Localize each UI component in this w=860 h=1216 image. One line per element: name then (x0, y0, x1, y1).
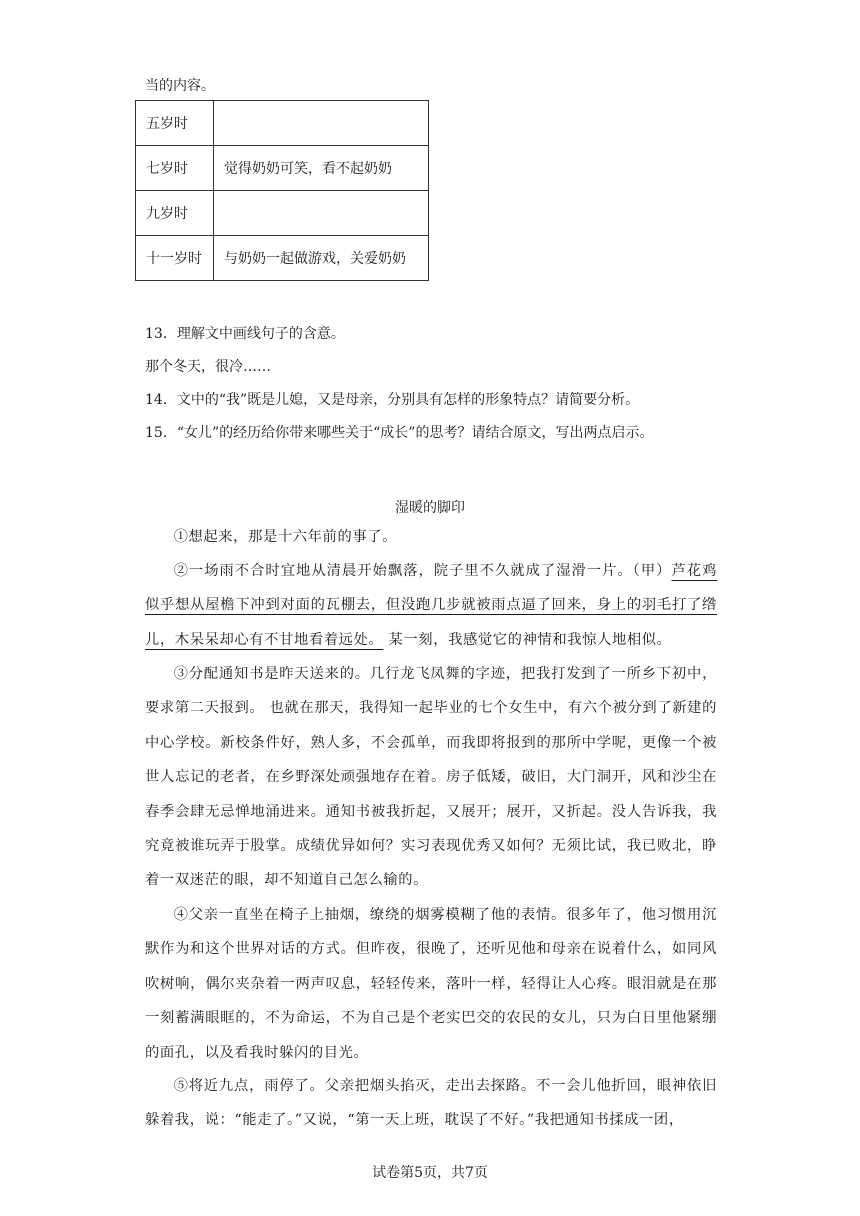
table-cell-desc (214, 101, 429, 146)
paragraph-2-tail: 某一刻，我感觉它的神情和我惊人地相似。 (383, 631, 672, 648)
table-row (136, 101, 429, 146)
intro-text: 当的内容。 (145, 78, 215, 94)
article-title: 湿暖的脚印 (395, 500, 465, 516)
table-cell-age: 七岁时 (136, 146, 214, 191)
paragraph-2 (145, 554, 717, 657)
paragraph-4: ④父亲一直坐在椅子上抽烟，缭绕的烟雾模糊了他的表情。很多年了，他习惯用沉默作为和这个世界对话的方式。但昨夜，很晚了，还听见他和母亲在说着什么，如同风吹树响，偶尔夹杂着一两声叹息，轻轻传来，落叶一样，轻得让人心疼。眼泪就是在那一刻蓄满眼眶的，不为命运，不为自己是个老实巴交的农民的女儿，只为白日里他紧绷的面孔，以及看我时躲闪的目光。 (145, 907, 717, 1061)
table-cell-age: 九岁时 (136, 191, 214, 236)
paragraph-1: ①想起来，那是十六年前的事了。 (173, 529, 398, 545)
table-cell-age: 五岁时 (136, 101, 214, 146)
question-14: 14．文中的“我”既是儿媳，又是母亲，分别具有怎样的形象特点？请简要分析。 (145, 392, 640, 408)
question-15: 15．“女儿”的经历给你带来哪些关于“成长”的思考？请结合原文，写出两点启示。 (145, 425, 654, 441)
underlined-sentence: 芦花鸡似乎想从屋檐下冲到对面的瓦棚去，但没跑几步就被雨点逼了回来，身上的羽毛打了绺儿，木呆呆却心有不甘地看着远处。 (145, 563, 717, 648)
table-row (136, 146, 429, 191)
question-13: 13．理解文中画线句子的含意。 (145, 326, 345, 342)
table-cell-desc: 与奶奶一起做游戏，关爱奶奶 (214, 236, 429, 281)
table-cell-desc: 觉得奶奶可笑，看不起奶奶 (214, 146, 429, 191)
paragraph-5: ⑤将近九点，雨停了。父亲把烟头掐灭，走出去探路。不一会儿他折回，眼神依旧躲着我，说：“能走了。”又说，“第一天上班，耽误了不好。”我把通知书揉成一团， (145, 1078, 717, 1129)
paragraph-2-lead: ②一场雨不合时宜地从清晨开始飘落，院子里不久就成了湿滑一片。（甲） (173, 563, 672, 579)
answer-table (135, 100, 429, 281)
table-cell-desc (214, 191, 429, 236)
paragraph-3: ③分配通知书是昨天送来的。几行龙飞凤舞的字迹，把我打发到了一所乡下初中，要求第二天报到。 也就在那天，我得知一起毕业的七个女生中，有六个被分到了新建的中心学校。新校条件好，熟人多，不会孤单，而我即将报到的那所中学呢，更像一个被世人忘记的老者，在乡野深处顽强地存在着。房子低矮，破旧，大门洞开，风和沙尘在春季会肆无忌惮地涌进来。通知书被我折起，又展开；展开，又折起。没人告诉我，我究竟被谁玩弄于股掌。成绩优异如何？实习表现优秀又如何？无须比试，我已败北，睁着一双迷茫的眼，却不知道自己怎么输的。 (145, 666, 717, 889)
page-footer: 试卷第5页，共7页 (372, 1165, 488, 1181)
table-row (136, 236, 429, 281)
table-cell-age: 十一岁时 (136, 236, 214, 281)
question-13-quote: 那个冬天，很冷…… (145, 359, 271, 375)
table-row (136, 191, 429, 236)
